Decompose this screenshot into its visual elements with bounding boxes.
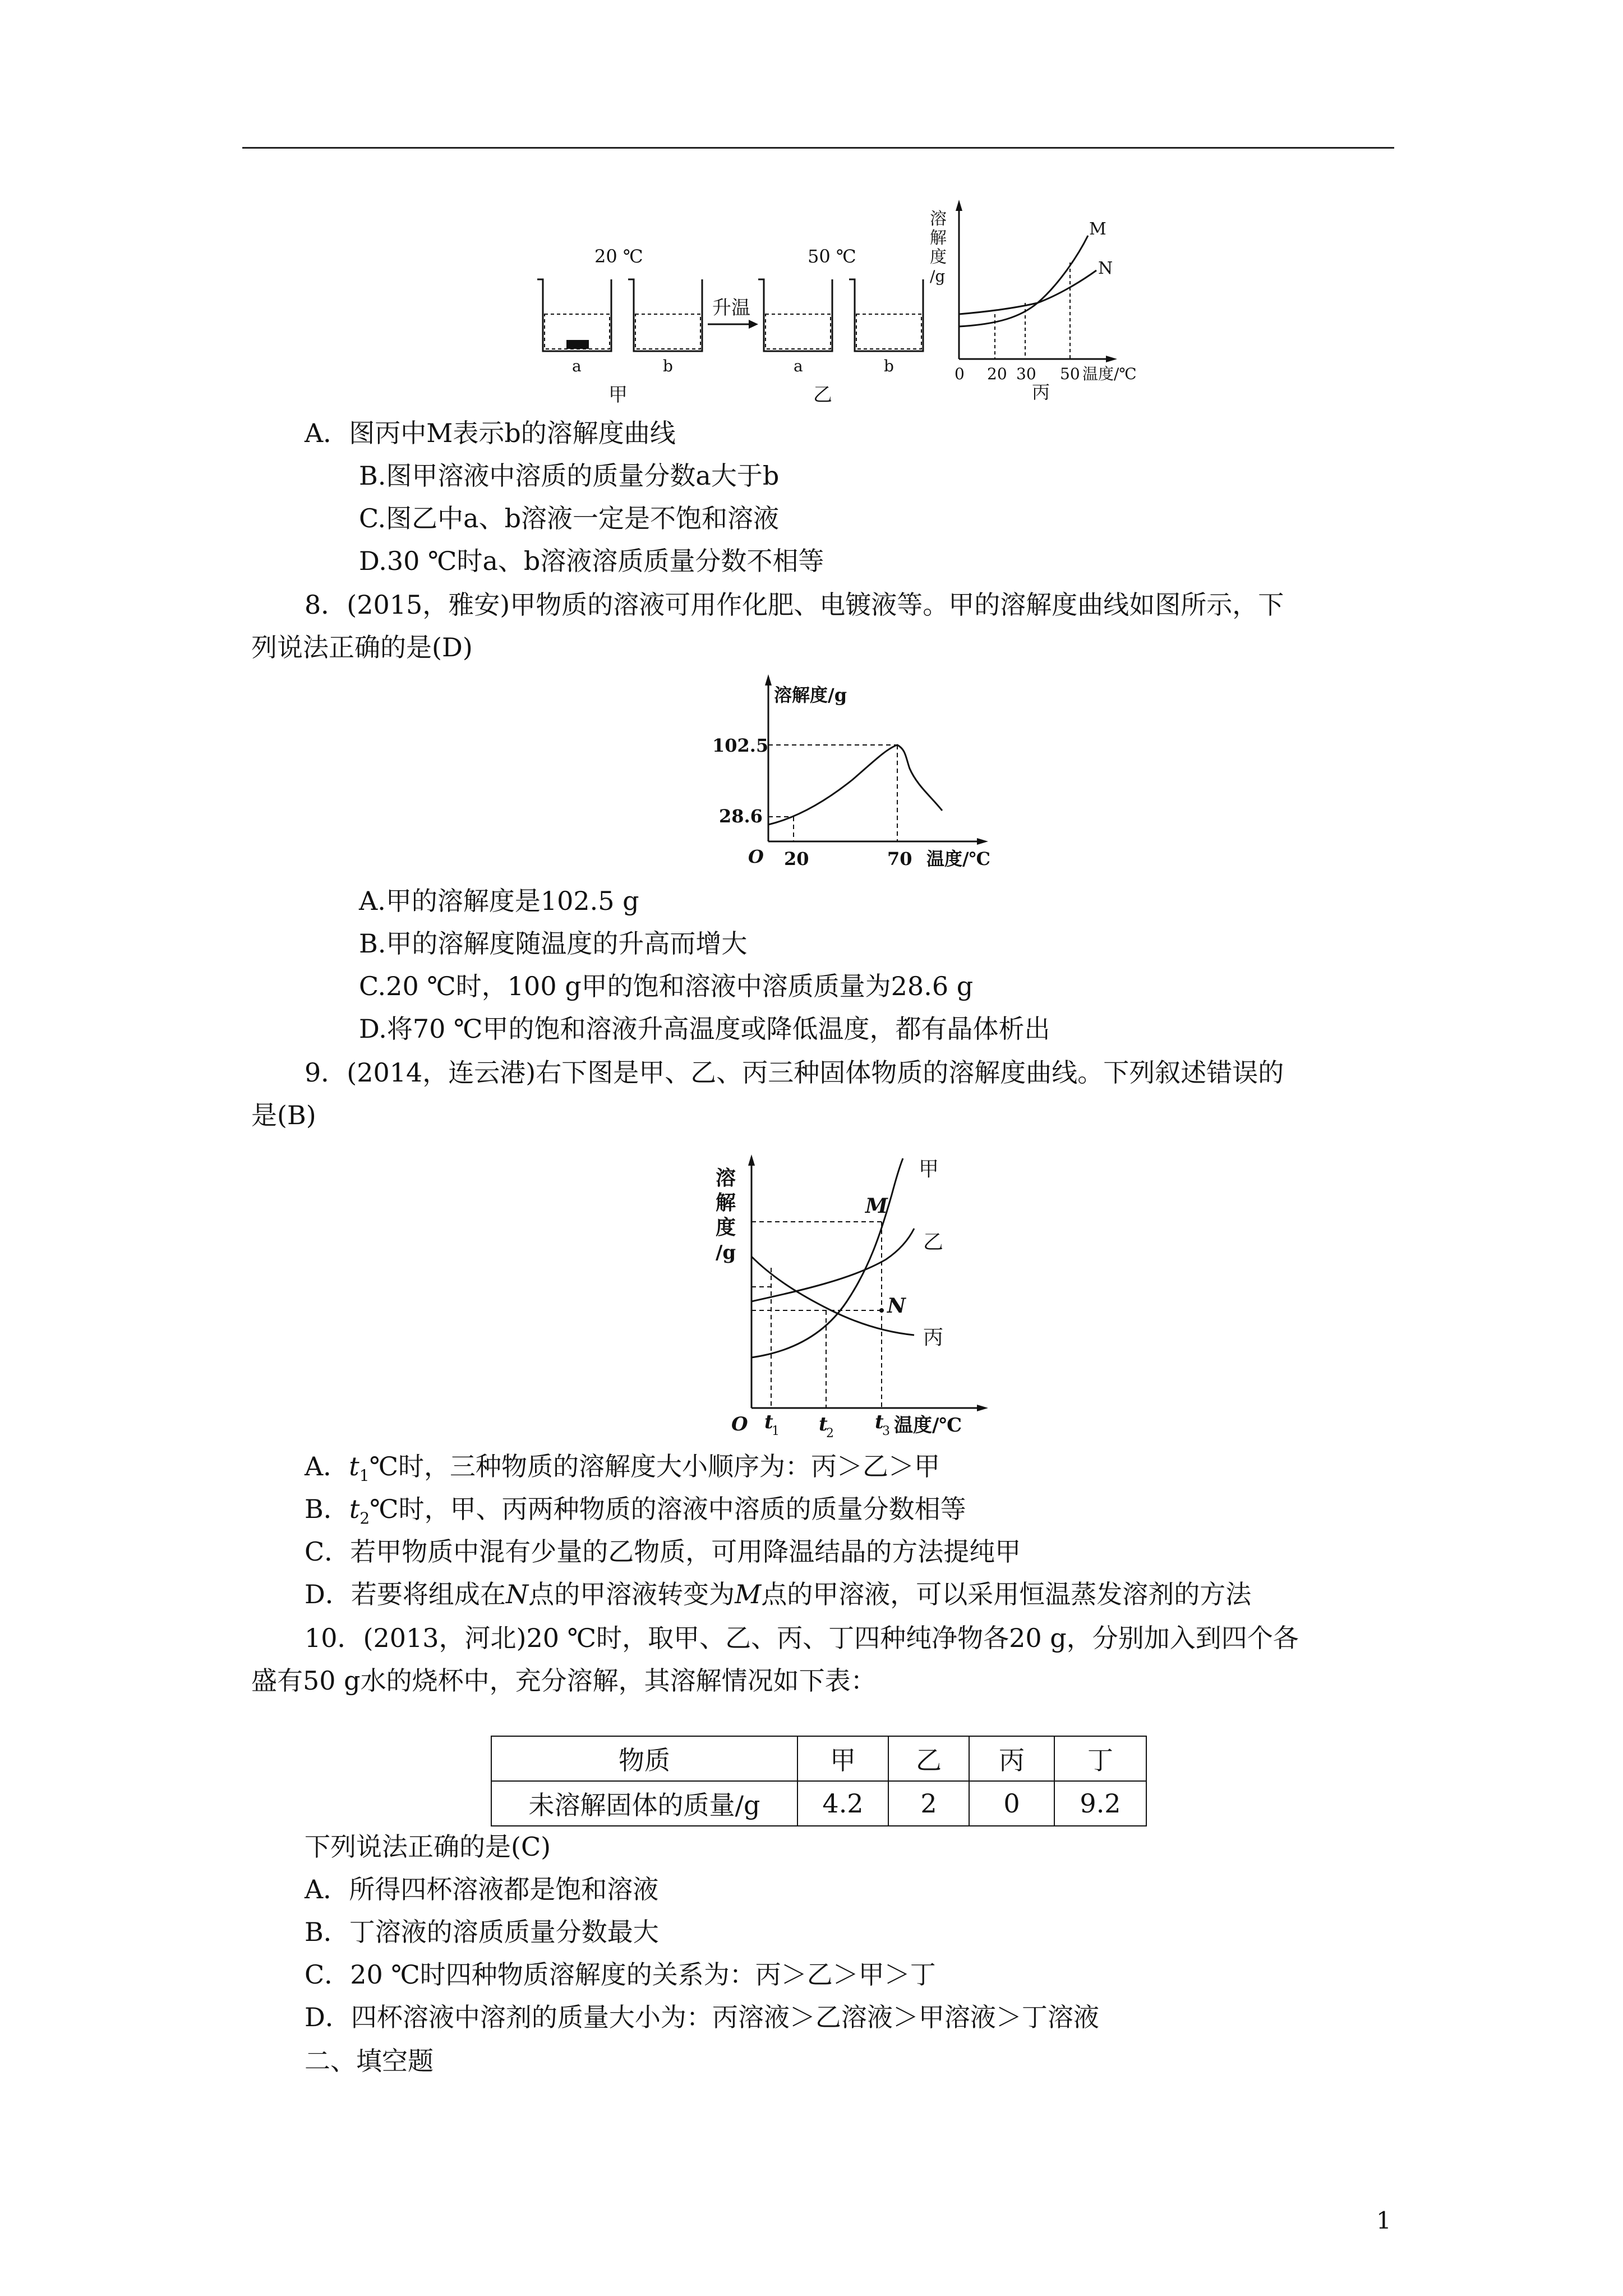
- q7-option-b: B.图甲溶液中溶质的质量分数a大于b: [359, 461, 780, 491]
- q10-answer-line: 下列说法正确的是(C): [305, 1832, 551, 1862]
- q8-curve: [768, 745, 942, 825]
- beaker-a-50: [758, 279, 832, 351]
- q10-option-b: B．丁溶液的溶质质量分数最大: [305, 1917, 659, 1947]
- q9-option-b-rest: ℃时，甲、丙两种物质的溶液中溶质的质量分数相等: [370, 1494, 966, 1524]
- graph-ylabel-1: 溶: [930, 209, 947, 229]
- table-header-jia: 甲: [797, 1736, 888, 1781]
- q9-option-a-sub: 1: [359, 1466, 370, 1485]
- q9-ylabel-1: 溶: [716, 1166, 736, 1190]
- q9-option-c: C．若甲物质中混有少量的乙物质，可用降温结晶的方法提纯甲: [305, 1536, 1021, 1567]
- table-row: [491, 1781, 1146, 1826]
- group-yi-label: 乙: [813, 384, 832, 406]
- group-jia-label: 甲: [608, 384, 628, 406]
- graph-xtick-20: 20: [987, 365, 1007, 383]
- q8-ytick-low: 28.6: [719, 806, 763, 827]
- q9-option-d-mid: 点的甲溶液转变为: [528, 1579, 735, 1609]
- q8-stem-line2: 列说法正确的是(D): [251, 632, 473, 662]
- q8-chart: [712, 673, 1004, 886]
- table-header-ding: 丁: [1054, 1736, 1146, 1781]
- table-header-bing: 丙: [969, 1736, 1054, 1781]
- q8-option-a: A.甲的溶解度是102.5 g: [359, 886, 639, 916]
- table-cell-ding: 9.2: [1054, 1781, 1146, 1826]
- q9-t1: t: [764, 1411, 773, 1433]
- q9-option-d-n: N: [505, 1579, 529, 1609]
- q9-ylabel-2: 解: [716, 1191, 736, 1214]
- table-cell-bing: 0: [969, 1781, 1054, 1826]
- q8-option-b: B.甲的溶解度随温度的升高而增大: [359, 928, 748, 959]
- table-cell-jia: 4.2: [797, 1781, 888, 1826]
- arrow-label: 升温: [712, 297, 750, 319]
- q8-xtick-70: 70: [887, 848, 912, 869]
- curve-jia: [751, 1158, 903, 1358]
- q9-option-d-m: M: [735, 1579, 762, 1609]
- q10-option-c: C．20 ℃时四种物质溶解度的关系为：丙＞乙＞甲＞丁: [305, 1959, 936, 1990]
- beaker-b2-label: b: [884, 357, 894, 375]
- q9-option-a: [305, 1450, 940, 1493]
- beaker-b-20: [628, 279, 702, 351]
- q10-option-a: A．所得四杯溶液都是饱和溶液: [305, 1874, 659, 1904]
- graph-origin: 0: [955, 365, 965, 383]
- arrow-heat: [708, 320, 758, 329]
- q9-option-a-rest: ℃时，三种物质的溶解度大小顺序为：丙＞乙＞甲: [369, 1451, 940, 1481]
- q8-xlabel: 温度/℃: [926, 848, 991, 869]
- q9-curve-jia-label: 甲: [919, 1158, 939, 1181]
- graph-ylabel-4: /g: [930, 267, 946, 286]
- q9-xlabel: 温度/℃: [894, 1414, 962, 1437]
- q9-option-d-pre: D．若要将组成在: [305, 1579, 506, 1609]
- graph-xtick-30: 30: [1016, 365, 1036, 383]
- table-row-label: 未溶解固体的质量/g: [491, 1781, 797, 1826]
- q9-stem-line1: 9．(2014，连云港)右下图是甲、乙、丙三种固体物质的溶解度曲线。下列叙述错误的: [305, 1057, 1284, 1088]
- beaker-a-label: a: [572, 357, 582, 375]
- page-number: 1: [1376, 2207, 1391, 2234]
- beaker-b-label: b: [663, 357, 673, 375]
- q9-origin: O: [731, 1413, 748, 1435]
- q9-ylabel-4: /g: [716, 1241, 736, 1264]
- solubility-table: [491, 1736, 1147, 1826]
- q9-option-b: [305, 1492, 966, 1535]
- q9-t3-sub: 3: [882, 1424, 890, 1438]
- q9-t3: t: [875, 1411, 884, 1433]
- q9-point-m: M: [865, 1194, 888, 1218]
- q8-origin: O: [748, 846, 764, 867]
- q9-chart: [707, 1150, 1009, 1442]
- q7-figure: [527, 196, 1166, 421]
- q9-point-n: N: [887, 1294, 906, 1318]
- q9-t2: t: [819, 1413, 828, 1435]
- beaker-a-20: [537, 279, 611, 351]
- q9-option-d-post: 点的甲溶液，可以采用恒温蒸发溶剂的方法: [761, 1579, 1252, 1609]
- curve-n-label: N: [1098, 259, 1113, 278]
- q8-option-d: D.将70 ℃甲的饱和溶液升高温度或降低温度，都有晶体析出: [359, 1014, 1050, 1044]
- graph-xtick-50: 50: [1060, 365, 1080, 383]
- table-header-yi: 乙: [888, 1736, 969, 1781]
- q7-option-a: A．图丙中M表示b的溶解度曲线: [305, 418, 676, 448]
- beaker-a2-label: a: [794, 357, 803, 375]
- q8-xtick-20: 20: [784, 848, 809, 869]
- q9-option-a-t: t: [349, 1451, 359, 1481]
- q9-curve-bing-label: 丙: [923, 1326, 944, 1349]
- q8-stem-line1: 8．(2015，雅安)甲物质的溶液可用作化肥、电镀液等。甲的溶解度曲线如图所示，下: [305, 590, 1284, 620]
- q8-ylabel: 溶解度/g: [774, 684, 847, 706]
- graph-ylabel-3: 度: [930, 247, 947, 267]
- q7-option-d: D.30 ℃时a、b溶液溶质质量分数不相等: [359, 546, 824, 576]
- group-bing-label: 丙: [1032, 381, 1050, 403]
- q9-option-d: [305, 1577, 1251, 1611]
- temp-right-label: 50 ℃: [808, 246, 856, 267]
- q8-option-c: C.20 ℃时，100 g甲的饱和溶液中溶质质量为28.6 g: [359, 971, 974, 1001]
- q9-option-b-label: B．: [305, 1494, 349, 1524]
- q8-ytick-high: 102.5: [712, 735, 769, 756]
- q9-option-b-t: t: [349, 1494, 360, 1524]
- header-rule: [242, 147, 1394, 149]
- curve-m-label: M: [1089, 219, 1106, 239]
- curve-yi: [751, 1228, 914, 1301]
- table-header-row: [491, 1736, 1146, 1781]
- curve-n: [959, 270, 1096, 314]
- q10-stem-line2: 盛有50 g水的烧杯中，充分溶解，其溶解情况如下表：: [251, 1665, 877, 1696]
- q9-stem-line2: 是(B): [251, 1100, 316, 1130]
- q10-stem-line1: 10．(2013，河北)20 ℃时，取甲、乙、丙、丁四种纯净物各20 g，分别加入到四个各: [305, 1623, 1299, 1653]
- q9-t1-sub: 1: [772, 1424, 780, 1438]
- q9-t2-sub: 2: [826, 1427, 834, 1441]
- beaker-b-50: [849, 279, 923, 351]
- q10-option-d: D．四杯溶液中溶剂的质量大小为：丙溶液＞乙溶液＞甲溶液＞丁溶液: [305, 2002, 1099, 2032]
- graph-ylabel-2: 解: [930, 228, 947, 248]
- table-cell-yi: 2: [888, 1781, 969, 1826]
- q9-curve-yi-label: 乙: [923, 1231, 944, 1254]
- table-header-substance: 物质: [491, 1736, 797, 1781]
- section-heading: 二、填空题: [305, 2046, 434, 2076]
- q9-option-b-sub: 2: [359, 1509, 370, 1528]
- q9-ylabel-3: 度: [716, 1216, 736, 1239]
- temp-left-label: 20 ℃: [594, 246, 643, 267]
- q7-option-c: C.图乙中a、b溶液一定是不饱和溶液: [359, 503, 780, 533]
- q9-option-a-label: A．: [305, 1451, 349, 1481]
- graph-xlabel: 温度/℃: [1082, 365, 1137, 383]
